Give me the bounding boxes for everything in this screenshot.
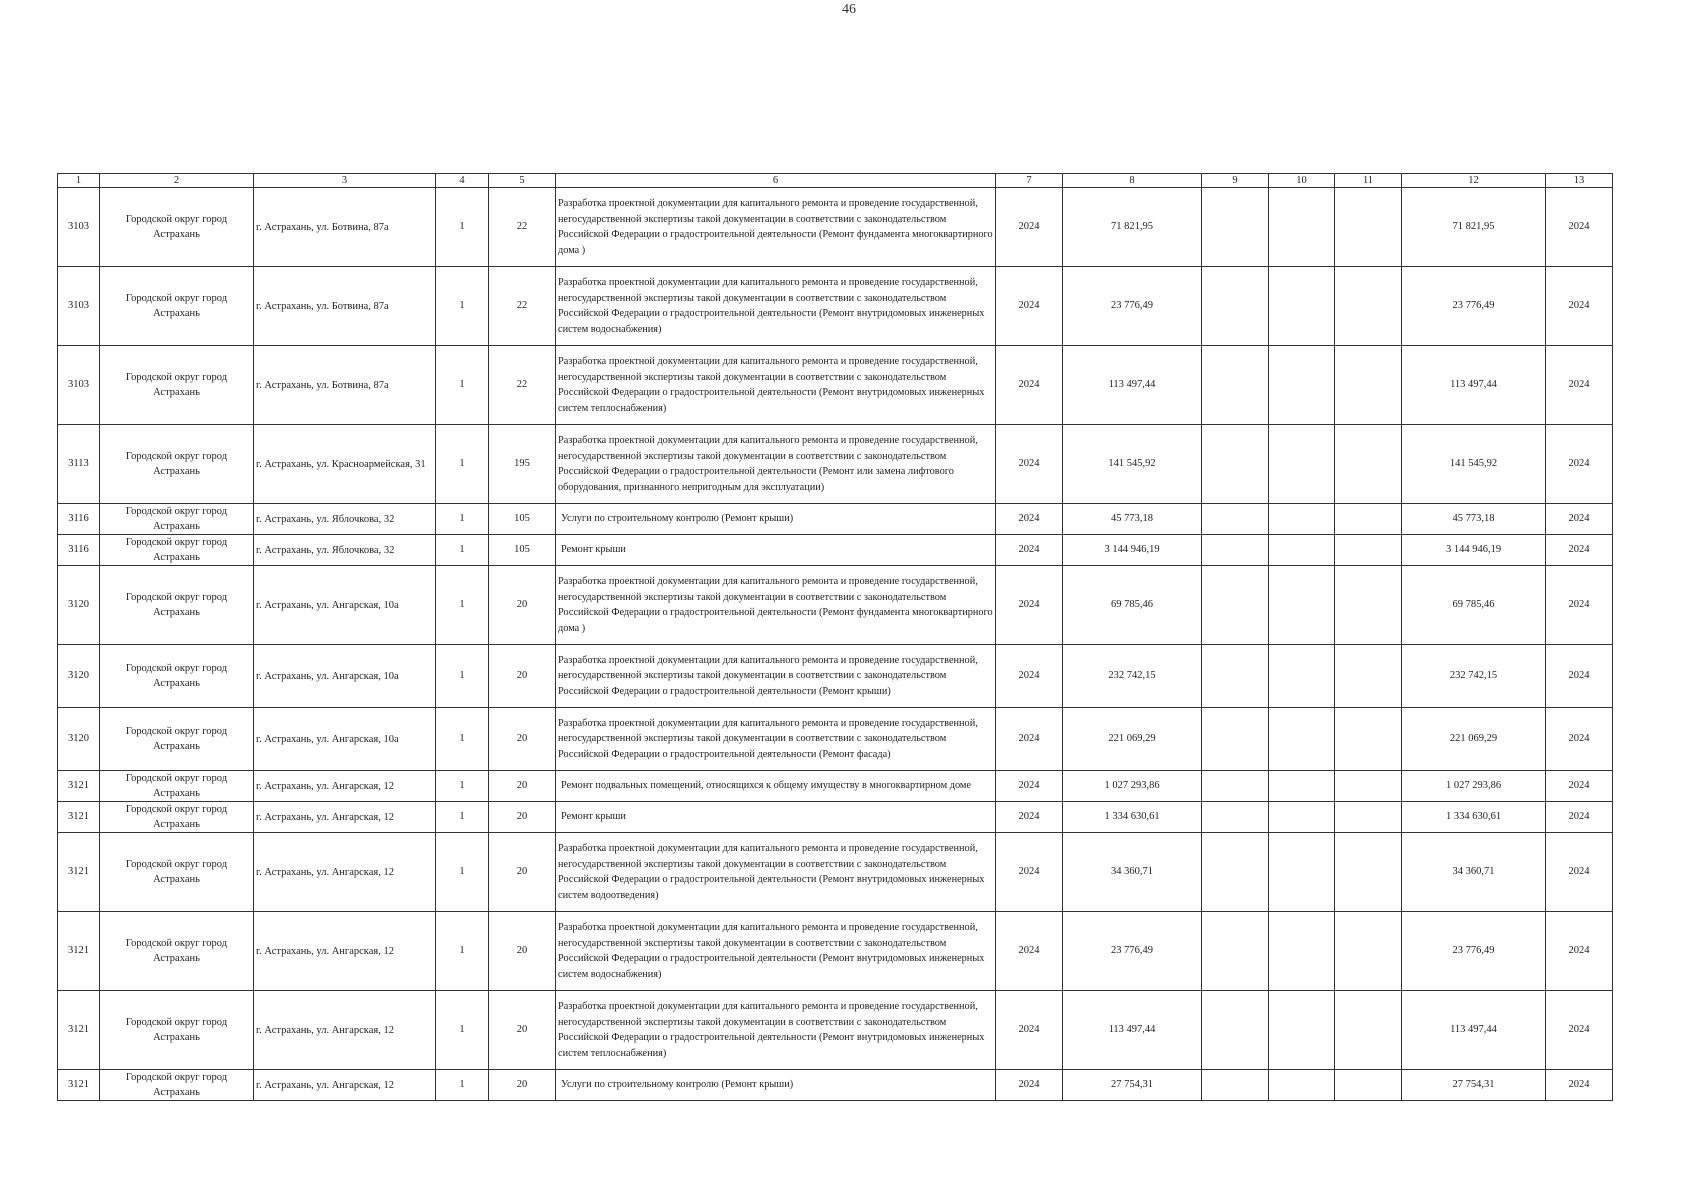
table-row bbox=[58, 802, 1613, 833]
column-11-cell bbox=[1335, 1070, 1402, 1101]
row-id-cell: 3120 bbox=[58, 645, 100, 708]
column-9-cell bbox=[1202, 535, 1269, 566]
municipality-cell: Городской округ город Астрахань bbox=[100, 991, 254, 1070]
total-cost-cell: 23 776,49 bbox=[1063, 912, 1202, 991]
work-description-cell: Разработка проектной документации для капитального ремонта и проведение государственной, негосударственной экспертизы такой документации в соответствии с законодательством Российской Федерации о градостроительной деятельности (Ремонт или замена лифтового оборудования, признанного непригодным для эксплуатации) bbox=[556, 425, 996, 504]
column-9-cell bbox=[1202, 267, 1269, 346]
column-11-cell bbox=[1335, 267, 1402, 346]
table-row bbox=[58, 1070, 1613, 1101]
column-5-cell: 105 bbox=[489, 535, 556, 566]
column-5-cell: 20 bbox=[489, 771, 556, 802]
column-12-cell: 34 360,71 bbox=[1402, 833, 1546, 912]
year-cell: 2024 bbox=[996, 188, 1063, 267]
column-9-cell bbox=[1202, 188, 1269, 267]
column-4-cell: 1 bbox=[436, 346, 489, 425]
municipality-cell: Городской округ город Астрахань bbox=[100, 535, 254, 566]
work-description-cell: Разработка проектной документации для капитального ремонта и проведение государственной, негосударственной экспертизы такой документации в соответствии с законодательством Российской Федерации о градостроительной деятельности (Ремонт внутридомовых инженерных систем теплоснабжения) bbox=[556, 346, 996, 425]
address-cell: г. Астрахань, ул. Ботвина, 87а bbox=[254, 188, 436, 267]
column-10-cell bbox=[1269, 645, 1335, 708]
table-row bbox=[58, 504, 1613, 535]
column-4-cell: 1 bbox=[436, 1070, 489, 1101]
column-9-cell bbox=[1202, 346, 1269, 425]
column-10-cell bbox=[1269, 802, 1335, 833]
column-header: 5 bbox=[489, 174, 556, 188]
column-header: 7 bbox=[996, 174, 1063, 188]
column-11-cell bbox=[1335, 504, 1402, 535]
column-9-cell bbox=[1202, 708, 1269, 771]
column-4-cell: 1 bbox=[436, 912, 489, 991]
column-11-cell bbox=[1335, 708, 1402, 771]
total-cost-cell: 113 497,44 bbox=[1063, 991, 1202, 1070]
total-cost-cell: 232 742,15 bbox=[1063, 645, 1202, 708]
address-cell: г. Астрахань, ул. Ангарская, 10а bbox=[254, 645, 436, 708]
column-11-cell bbox=[1335, 802, 1402, 833]
work-description-cell: Услуги по строительному контролю (Ремонт крыши) bbox=[556, 1070, 996, 1101]
table-row bbox=[58, 566, 1613, 645]
column-11-cell bbox=[1335, 833, 1402, 912]
row-id-cell: 3120 bbox=[58, 708, 100, 771]
work-description-cell: Услуги по строительному контролю (Ремонт крыши) bbox=[556, 504, 996, 535]
year-cell: 2024 bbox=[996, 991, 1063, 1070]
address-cell: г. Астрахань, ул. Яблочкова, 32 bbox=[254, 535, 436, 566]
total-cost-cell: 23 776,49 bbox=[1063, 267, 1202, 346]
column-5-cell: 22 bbox=[489, 346, 556, 425]
repair-program-table bbox=[57, 173, 1613, 1101]
total-cost-cell: 3 144 946,19 bbox=[1063, 535, 1202, 566]
table-row bbox=[58, 535, 1613, 566]
year-cell: 2024 bbox=[996, 267, 1063, 346]
column-header: 3 bbox=[254, 174, 436, 188]
address-cell: г. Астрахань, ул. Ангарская, 12 bbox=[254, 1070, 436, 1101]
address-cell: г. Астрахань, ул. Ангарская, 12 bbox=[254, 833, 436, 912]
row-id-cell: 3113 bbox=[58, 425, 100, 504]
municipality-cell: Городской округ город Астрахань bbox=[100, 566, 254, 645]
column-9-cell bbox=[1202, 771, 1269, 802]
work-description-cell: Разработка проектной документации для капитального ремонта и проведение государственной, негосударственной экспертизы такой документации в соответствии с законодательством Российской Федерации о градостроительной деятельности (Ремонт внутридомовых инженерных систем водоотведения) bbox=[556, 833, 996, 912]
row-id-cell: 3103 bbox=[58, 346, 100, 425]
row-id-cell: 3116 bbox=[58, 535, 100, 566]
row-id-cell: 3120 bbox=[58, 566, 100, 645]
completion-year-cell: 2024 bbox=[1546, 267, 1613, 346]
municipality-cell: Городской округ город Астрахань bbox=[100, 645, 254, 708]
column-12-cell: 113 497,44 bbox=[1402, 991, 1546, 1070]
column-11-cell bbox=[1335, 771, 1402, 802]
column-4-cell: 1 bbox=[436, 802, 489, 833]
column-5-cell: 195 bbox=[489, 425, 556, 504]
column-header: 12 bbox=[1402, 174, 1546, 188]
column-5-cell: 20 bbox=[489, 833, 556, 912]
year-cell: 2024 bbox=[996, 645, 1063, 708]
column-12-cell: 113 497,44 bbox=[1402, 346, 1546, 425]
address-cell: г. Астрахань, ул. Яблочкова, 32 bbox=[254, 504, 436, 535]
total-cost-cell: 1 334 630,61 bbox=[1063, 802, 1202, 833]
column-9-cell bbox=[1202, 566, 1269, 645]
column-5-cell: 20 bbox=[489, 708, 556, 771]
municipality-cell: Городской округ город Астрахань bbox=[100, 708, 254, 771]
column-10-cell bbox=[1269, 425, 1335, 504]
column-5-cell: 20 bbox=[489, 1070, 556, 1101]
column-number-row bbox=[58, 174, 1613, 188]
column-11-cell bbox=[1335, 425, 1402, 504]
completion-year-cell: 2024 bbox=[1546, 504, 1613, 535]
completion-year-cell: 2024 bbox=[1546, 535, 1613, 566]
year-cell: 2024 bbox=[996, 566, 1063, 645]
column-10-cell bbox=[1269, 346, 1335, 425]
work-description-cell: Ремонт подвальных помещений, относящихся к общему имуществу в многоквартирном доме bbox=[556, 771, 996, 802]
year-cell: 2024 bbox=[996, 1070, 1063, 1101]
column-header: 11 bbox=[1335, 174, 1402, 188]
table-row bbox=[58, 645, 1613, 708]
column-10-cell bbox=[1269, 188, 1335, 267]
table-row bbox=[58, 267, 1613, 346]
column-5-cell: 105 bbox=[489, 504, 556, 535]
row-id-cell: 3121 bbox=[58, 991, 100, 1070]
completion-year-cell: 2024 bbox=[1546, 566, 1613, 645]
address-cell: г. Астрахань, ул. Ангарская, 12 bbox=[254, 771, 436, 802]
work-description-cell: Разработка проектной документации для капитального ремонта и проведение государственной, негосударственной экспертизы такой документации в соответствии с законодательством Российской Федерации о градостроительной деятельности (Ремонт фундамента многоквартирного дома ) bbox=[556, 188, 996, 267]
work-description-cell: Ремонт крыши bbox=[556, 535, 996, 566]
table-body bbox=[58, 174, 1613, 1101]
column-10-cell bbox=[1269, 267, 1335, 346]
work-description-cell: Ремонт крыши bbox=[556, 802, 996, 833]
table-row bbox=[58, 188, 1613, 267]
municipality-cell: Городской округ город Астрахань bbox=[100, 188, 254, 267]
column-4-cell: 1 bbox=[436, 771, 489, 802]
work-description-cell: Разработка проектной документации для капитального ремонта и проведение государственной, негосударственной экспертизы такой документации в соответствии с законодательством Российской Федерации о градостроительной деятельности (Ремонт фасада) bbox=[556, 708, 996, 771]
municipality-cell: Городской округ город Астрахань bbox=[100, 425, 254, 504]
column-10-cell bbox=[1269, 535, 1335, 566]
year-cell: 2024 bbox=[996, 833, 1063, 912]
total-cost-cell: 71 821,95 bbox=[1063, 188, 1202, 267]
table-row bbox=[58, 912, 1613, 991]
column-5-cell: 20 bbox=[489, 802, 556, 833]
column-10-cell bbox=[1269, 833, 1335, 912]
column-header: 2 bbox=[100, 174, 254, 188]
column-12-cell: 71 821,95 bbox=[1402, 188, 1546, 267]
column-5-cell: 20 bbox=[489, 991, 556, 1070]
column-12-cell: 1 334 630,61 bbox=[1402, 802, 1546, 833]
column-12-cell: 3 144 946,19 bbox=[1402, 535, 1546, 566]
column-header: 6 bbox=[556, 174, 996, 188]
column-11-cell bbox=[1335, 645, 1402, 708]
column-12-cell: 221 069,29 bbox=[1402, 708, 1546, 771]
column-9-cell bbox=[1202, 504, 1269, 535]
column-5-cell: 20 bbox=[489, 645, 556, 708]
column-10-cell bbox=[1269, 708, 1335, 771]
column-9-cell bbox=[1202, 802, 1269, 833]
municipality-cell: Городской округ город Астрахань bbox=[100, 504, 254, 535]
table-row bbox=[58, 991, 1613, 1070]
column-10-cell bbox=[1269, 504, 1335, 535]
year-cell: 2024 bbox=[996, 425, 1063, 504]
work-description-cell: Разработка проектной документации для капитального ремонта и проведение государственной, негосударственной экспертизы такой документации в соответствии с законодательством Российской Федерации о градостроительной деятельности (Ремонт внутридомовых инженерных систем водоснабжения) bbox=[556, 267, 996, 346]
page-number: 46 bbox=[842, 2, 856, 17]
column-4-cell: 1 bbox=[436, 566, 489, 645]
completion-year-cell: 2024 bbox=[1546, 771, 1613, 802]
column-10-cell bbox=[1269, 1070, 1335, 1101]
total-cost-cell: 113 497,44 bbox=[1063, 346, 1202, 425]
total-cost-cell: 69 785,46 bbox=[1063, 566, 1202, 645]
column-10-cell bbox=[1269, 991, 1335, 1070]
column-12-cell: 69 785,46 bbox=[1402, 566, 1546, 645]
address-cell: г. Астрахань, ул. Ангарская, 12 bbox=[254, 802, 436, 833]
column-9-cell bbox=[1202, 912, 1269, 991]
column-12-cell: 23 776,49 bbox=[1402, 912, 1546, 991]
address-cell: г. Астрахань, ул. Ботвина, 87а bbox=[254, 267, 436, 346]
completion-year-cell: 2024 bbox=[1546, 802, 1613, 833]
year-cell: 2024 bbox=[996, 504, 1063, 535]
column-4-cell: 1 bbox=[436, 267, 489, 346]
table-row bbox=[58, 771, 1613, 802]
total-cost-cell: 1 027 293,86 bbox=[1063, 771, 1202, 802]
column-4-cell: 1 bbox=[436, 708, 489, 771]
municipality-cell: Городской округ город Астрахань bbox=[100, 1070, 254, 1101]
column-12-cell: 1 027 293,86 bbox=[1402, 771, 1546, 802]
completion-year-cell: 2024 bbox=[1546, 912, 1613, 991]
column-9-cell bbox=[1202, 991, 1269, 1070]
column-9-cell bbox=[1202, 425, 1269, 504]
municipality-cell: Городской округ город Астрахань bbox=[100, 771, 254, 802]
table-row bbox=[58, 346, 1613, 425]
completion-year-cell: 2024 bbox=[1546, 833, 1613, 912]
total-cost-cell: 27 754,31 bbox=[1063, 1070, 1202, 1101]
completion-year-cell: 2024 bbox=[1546, 991, 1613, 1070]
column-5-cell: 20 bbox=[489, 912, 556, 991]
column-header: 10 bbox=[1269, 174, 1335, 188]
completion-year-cell: 2024 bbox=[1546, 346, 1613, 425]
column-11-cell bbox=[1335, 188, 1402, 267]
column-4-cell: 1 bbox=[436, 535, 489, 566]
column-header: 4 bbox=[436, 174, 489, 188]
column-9-cell bbox=[1202, 833, 1269, 912]
work-description-cell: Разработка проектной документации для капитального ремонта и проведение государственной, негосударственной экспертизы такой документации в соответствии с законодательством Российской Федерации о градостроительной деятельности (Ремонт крыши) bbox=[556, 645, 996, 708]
column-12-cell: 45 773,18 bbox=[1402, 504, 1546, 535]
column-4-cell: 1 bbox=[436, 645, 489, 708]
completion-year-cell: 2024 bbox=[1546, 1070, 1613, 1101]
column-header: 13 bbox=[1546, 174, 1613, 188]
column-4-cell: 1 bbox=[436, 425, 489, 504]
completion-year-cell: 2024 bbox=[1546, 645, 1613, 708]
address-cell: г. Астрахань, ул. Красноармейская, 31 bbox=[254, 425, 436, 504]
column-4-cell: 1 bbox=[436, 504, 489, 535]
column-4-cell: 1 bbox=[436, 991, 489, 1070]
column-5-cell: 22 bbox=[489, 267, 556, 346]
row-id-cell: 3121 bbox=[58, 802, 100, 833]
year-cell: 2024 bbox=[996, 708, 1063, 771]
column-header: 1 bbox=[58, 174, 100, 188]
column-12-cell: 141 545,92 bbox=[1402, 425, 1546, 504]
address-cell: г. Астрахань, ул. Ботвина, 87а bbox=[254, 346, 436, 425]
row-id-cell: 3121 bbox=[58, 771, 100, 802]
row-id-cell: 3121 bbox=[58, 833, 100, 912]
column-header: 9 bbox=[1202, 174, 1269, 188]
municipality-cell: Городской округ город Астрахань bbox=[100, 833, 254, 912]
table-row bbox=[58, 425, 1613, 504]
year-cell: 2024 bbox=[996, 771, 1063, 802]
address-cell: г. Астрахань, ул. Ангарская, 12 bbox=[254, 991, 436, 1070]
year-cell: 2024 bbox=[996, 912, 1063, 991]
municipality-cell: Городской округ город Астрахань bbox=[100, 912, 254, 991]
table-row bbox=[58, 833, 1613, 912]
column-9-cell bbox=[1202, 645, 1269, 708]
column-9-cell bbox=[1202, 1070, 1269, 1101]
column-10-cell bbox=[1269, 771, 1335, 802]
work-description-cell: Разработка проектной документации для капитального ремонта и проведение государственной, негосударственной экспертизы такой документации в соответствии с законодательством Российской Федерации о градостроительной деятельности (Ремонт фундамента многоквартирного дома ) bbox=[556, 566, 996, 645]
column-11-cell bbox=[1335, 535, 1402, 566]
total-cost-cell: 45 773,18 bbox=[1063, 504, 1202, 535]
column-12-cell: 232 742,15 bbox=[1402, 645, 1546, 708]
work-description-cell: Разработка проектной документации для капитального ремонта и проведение государственной, негосударственной экспертизы такой документации в соответствии с законодательством Российской Федерации о градостроительной деятельности (Ремонт внутридомовых инженерных систем теплоснабжения) bbox=[556, 991, 996, 1070]
row-id-cell: 3121 bbox=[58, 1070, 100, 1101]
address-cell: г. Астрахань, ул. Ангарская, 10а bbox=[254, 566, 436, 645]
row-id-cell: 3116 bbox=[58, 504, 100, 535]
table-row bbox=[58, 708, 1613, 771]
completion-year-cell: 2024 bbox=[1546, 188, 1613, 267]
column-5-cell: 20 bbox=[489, 566, 556, 645]
column-header: 8 bbox=[1063, 174, 1202, 188]
address-cell: г. Астрахань, ул. Ангарская, 10а bbox=[254, 708, 436, 771]
year-cell: 2024 bbox=[996, 535, 1063, 566]
column-11-cell bbox=[1335, 346, 1402, 425]
column-12-cell: 23 776,49 bbox=[1402, 267, 1546, 346]
column-4-cell: 1 bbox=[436, 188, 489, 267]
column-10-cell bbox=[1269, 566, 1335, 645]
column-12-cell: 27 754,31 bbox=[1402, 1070, 1546, 1101]
row-id-cell: 3103 bbox=[58, 267, 100, 346]
year-cell: 2024 bbox=[996, 346, 1063, 425]
year-cell: 2024 bbox=[996, 802, 1063, 833]
row-id-cell: 3103 bbox=[58, 188, 100, 267]
completion-year-cell: 2024 bbox=[1546, 708, 1613, 771]
column-5-cell: 22 bbox=[489, 188, 556, 267]
municipality-cell: Городской округ город Астрахань bbox=[100, 267, 254, 346]
municipality-cell: Городской округ город Астрахань bbox=[100, 346, 254, 425]
address-cell: г. Астрахань, ул. Ангарская, 12 bbox=[254, 912, 436, 991]
total-cost-cell: 34 360,71 bbox=[1063, 833, 1202, 912]
column-10-cell bbox=[1269, 912, 1335, 991]
work-description-cell: Разработка проектной документации для капитального ремонта и проведение государственной, негосударственной экспертизы такой документации в соответствии с законодательством Российской Федерации о градостроительной деятельности (Ремонт внутридомовых инженерных систем водоснабжения) bbox=[556, 912, 996, 991]
total-cost-cell: 221 069,29 bbox=[1063, 708, 1202, 771]
column-4-cell: 1 bbox=[436, 833, 489, 912]
column-11-cell bbox=[1335, 912, 1402, 991]
total-cost-cell: 141 545,92 bbox=[1063, 425, 1202, 504]
completion-year-cell: 2024 bbox=[1546, 425, 1613, 504]
municipality-cell: Городской округ город Астрахань bbox=[100, 802, 254, 833]
column-11-cell bbox=[1335, 991, 1402, 1070]
column-11-cell bbox=[1335, 566, 1402, 645]
row-id-cell: 3121 bbox=[58, 912, 100, 991]
